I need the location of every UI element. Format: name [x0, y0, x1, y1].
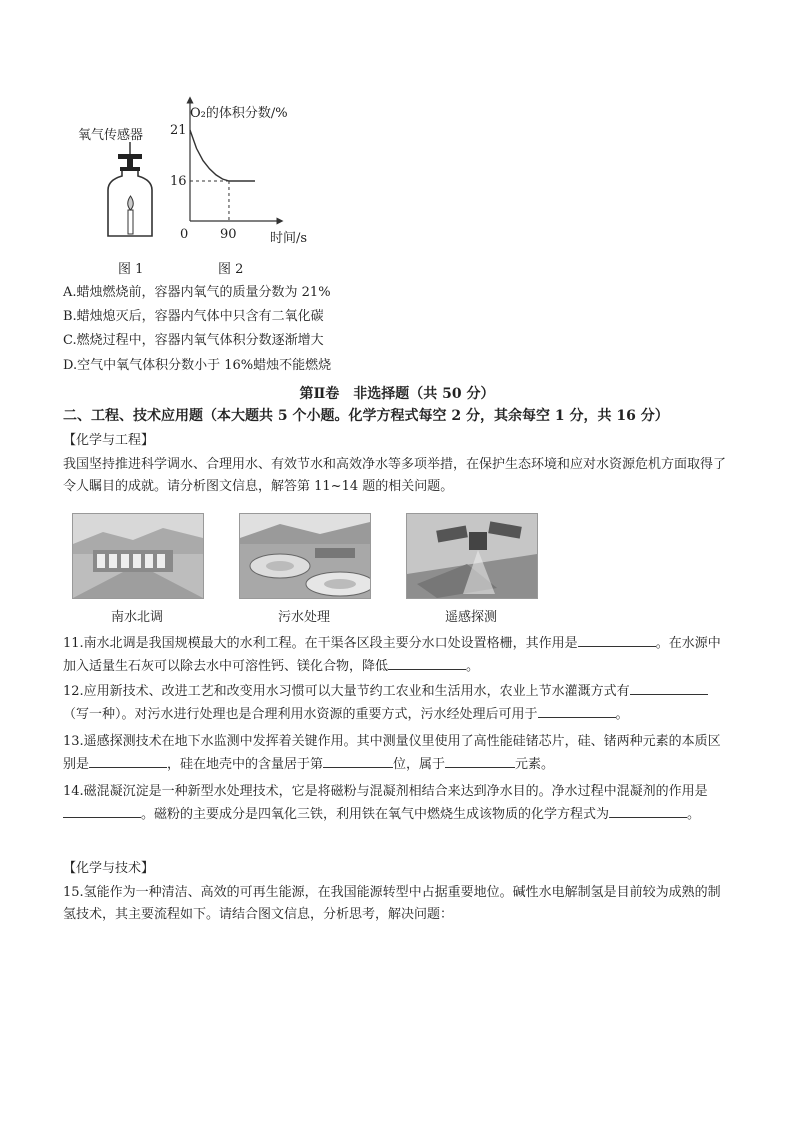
- q13-blank-2[interactable]: [323, 753, 393, 768]
- q12-blank-2[interactable]: [538, 703, 616, 718]
- caption-remote-sensing: 遥感探测: [444, 610, 497, 625]
- photo-remote-sensing: [406, 513, 538, 599]
- section-heading: 二、工程、技术应用题（本大题共 5 个小题。化学方程式每空 2 分，其余每空 1 分，共 16 分）: [63, 408, 669, 424]
- photo-south-north-water: [72, 513, 204, 599]
- q12-blank-1[interactable]: [630, 680, 708, 695]
- option-a: A.蜡烛燃烧前，容器内氧气的质量分数为 21%: [63, 285, 331, 300]
- x-axis-label: 时间/s: [270, 231, 308, 246]
- figure-1: [70, 118, 170, 277]
- option-b: B.蜡烛熄灭后，容器内气体中只含有二氧化碳: [63, 309, 324, 324]
- fig1-caption: 图 1: [118, 262, 144, 277]
- part2-heading: 第Ⅱ卷 非选择题（共 50 分）: [299, 386, 495, 402]
- y-tick-16: 16: [170, 174, 187, 189]
- caption-sewage-treatment: 污水处理: [277, 610, 330, 625]
- question-15: 15.氢能作为一种清洁、高效的可再生能源，在我国能源转型中占据重要地位。碱性水电解制氢是目前较为成熟的制氢技术，其主要流程如下。请结合图文信息，分析思考，解决问题：: [63, 885, 721, 922]
- sensor-label: 氧气传感器: [78, 128, 144, 143]
- figure-2-chart: [160, 96, 330, 277]
- intro-paragraph: 我国坚持推进科学调水、合理用水、有效节水和高效净水等多项举措，在保护生态环境和应对水资源危机方面取得了令人瞩目的成就。请分析图文信息，解答第 11~14 题的相关问题。: [63, 457, 727, 494]
- photo-sewage-treatment: [239, 513, 371, 599]
- q11-blank-1[interactable]: [578, 632, 656, 647]
- x-tick-90: 90: [220, 227, 237, 242]
- q13-blank-1[interactable]: [89, 753, 167, 768]
- question-11: 11.南水北调是我国规模最大的水利工程。在干渠各区段主要分水口处设置格栅，其作用是 。在水源中加入适量生石灰可以除去水中可溶性钙、镁化合物，降低 。: [63, 632, 731, 678]
- y-axis-label: O₂的体积分数/%: [190, 106, 288, 121]
- option-d: D.空气中氧气体积分数小于 16%蜡烛不能燃烧: [63, 358, 332, 373]
- x-tick-0: 0: [180, 227, 189, 242]
- fig2-caption: 图 2: [218, 262, 244, 277]
- q14-blank-2[interactable]: [609, 803, 687, 818]
- q13-blank-3[interactable]: [445, 753, 515, 768]
- tag-chem-engineering: 【化学与工程】: [63, 433, 155, 448]
- question-14: 14.磁混凝沉淀是一种新型水处理技术，它是将磁粉与混凝剂相结合来达到净水目的。净水过程中混凝剂的作用是。磁粉的主要成分是四氧化三铁，利用铁在氧气中燃烧生成该物质的化学方程式为 。: [63, 784, 708, 822]
- y-tick-21: 21: [170, 123, 187, 138]
- bottle-with-candle-icon: [70, 118, 170, 248]
- q14-blank-1[interactable]: [63, 803, 141, 818]
- chart-plot: [160, 96, 330, 246]
- o2-curve: [190, 130, 255, 181]
- option-c: C.燃烧过程中，容器内氧气体积分数逐渐增大: [63, 333, 324, 348]
- q11-blank-2[interactable]: [388, 655, 466, 670]
- tag-chem-technology: 【化学与技术】: [63, 861, 155, 876]
- caption-south-north-water: 南水北调: [110, 610, 163, 625]
- question-13: 13.遥感探测技术在地下水监测中发挥着关键作用。其中测量仪里使用了高性能硅锗芯片，硅、锗两种元素的本质区别是 ，硅在地壳中的含量居于第 位，属于 元素。: [63, 734, 721, 772]
- question-12: 12.应用新技术、改进工艺和改变用水习惯可以大量节约工农业和生活用水，农业上节水灌溉方式有（写一种）。对污水进行处理也是合理利用水资源的重要方式，污水经处理后可用于 。: [63, 680, 731, 726]
